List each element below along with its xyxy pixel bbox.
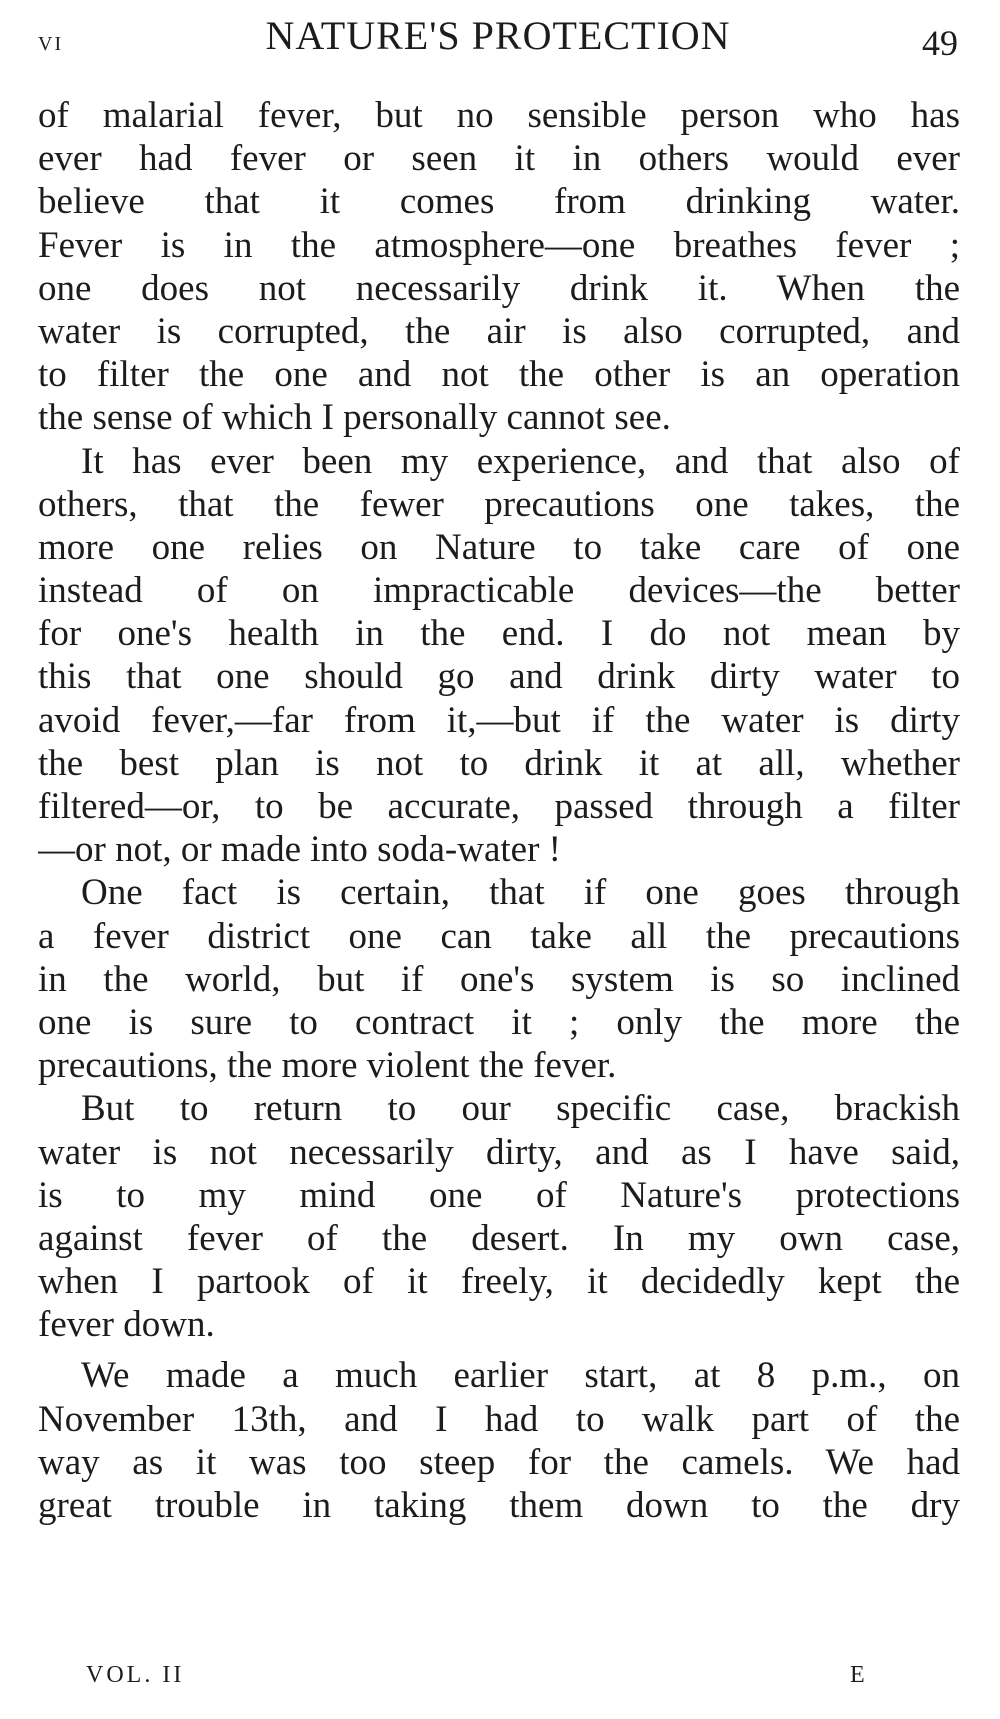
text-line: to filter the one and not the other is an operation <box>38 354 960 396</box>
text-line: is to my mind one of Nature's protections <box>38 1174 960 1216</box>
text-line: for one's health in the end. I do not mean by <box>38 613 960 655</box>
text-line: in the world, but if one's system is so inclined <box>38 958 960 1000</box>
text-line: one is sure to contract it ; only the more the <box>38 1001 960 1043</box>
paragraph-start-line: But to return to our specific case, brackish <box>81 1088 960 1130</box>
text-line: believe that it comes from drinking water. <box>38 181 960 223</box>
text-line: November 13th, and I had to walk part of the <box>38 1398 960 1440</box>
paragraph-start-line: One fact is certain, that if one goes through <box>81 872 960 914</box>
text-line: against fever of the desert. In my own case, <box>38 1217 960 1259</box>
text-line: water is corrupted, the air is also corrupted, and <box>38 310 960 352</box>
running-head <box>38 12 958 62</box>
text-line: the best plan is not to drink it at all, whether <box>38 742 960 784</box>
text-line: fever down. <box>38 1304 215 1346</box>
page-number: 49 <box>922 23 958 63</box>
paragraph-start-line: It has ever been my experience, and that also of <box>81 440 960 482</box>
text-line: filtered—or, to be accurate, passed through a filter <box>38 786 960 827</box>
text-line: precautions, the more violent the fever. <box>38 1045 617 1087</box>
page-footer <box>38 1662 960 1702</box>
running-title: NATURE'S PROTECTION <box>265 13 731 58</box>
text-line: water is not necessarily dirty, and as I have said, <box>38 1131 960 1173</box>
text-line: avoid fever,—far from it,—but if the water is dirty <box>38 699 960 741</box>
body-text <box>38 94 960 1527</box>
text-line: ever had fever or seen it in others would ever <box>38 138 960 180</box>
chapter-numeral: vi <box>38 26 64 57</box>
text-line: of malarial fever, but no sensible person who has <box>38 95 960 136</box>
text-line: the sense of which I personally cannot see. <box>38 397 671 439</box>
signature-letter: E <box>850 1662 865 1688</box>
text-line: instead of on impracticable devices—the better <box>38 570 960 612</box>
text-line: —or not, or made into soda-water ! <box>38 829 561 871</box>
text-line: when I partook of it freely, it decidedly kept the <box>38 1261 960 1303</box>
text-line: more one relies on Nature to take care of one <box>38 526 960 568</box>
text-line: Fever is in the atmosphere—one breathes fever ; <box>38 224 960 266</box>
text-line: others, that the fewer precautions one takes, the <box>38 483 960 525</box>
paragraph-start-line: We made a much earlier start, at 8 p.m., on <box>81 1355 960 1397</box>
text-line: one does not necessarily drink it. When the <box>38 267 960 309</box>
volume-signature: VOL. II <box>86 1662 185 1688</box>
text-line: this that one should go and drink dirty water to <box>38 656 960 698</box>
text-line: way as it was too steep for the camels. We had <box>38 1441 960 1483</box>
text-line: a fever district one can take all the precautions <box>38 915 960 957</box>
text-line: great trouble in taking them down to the dry <box>38 1485 960 1526</box>
